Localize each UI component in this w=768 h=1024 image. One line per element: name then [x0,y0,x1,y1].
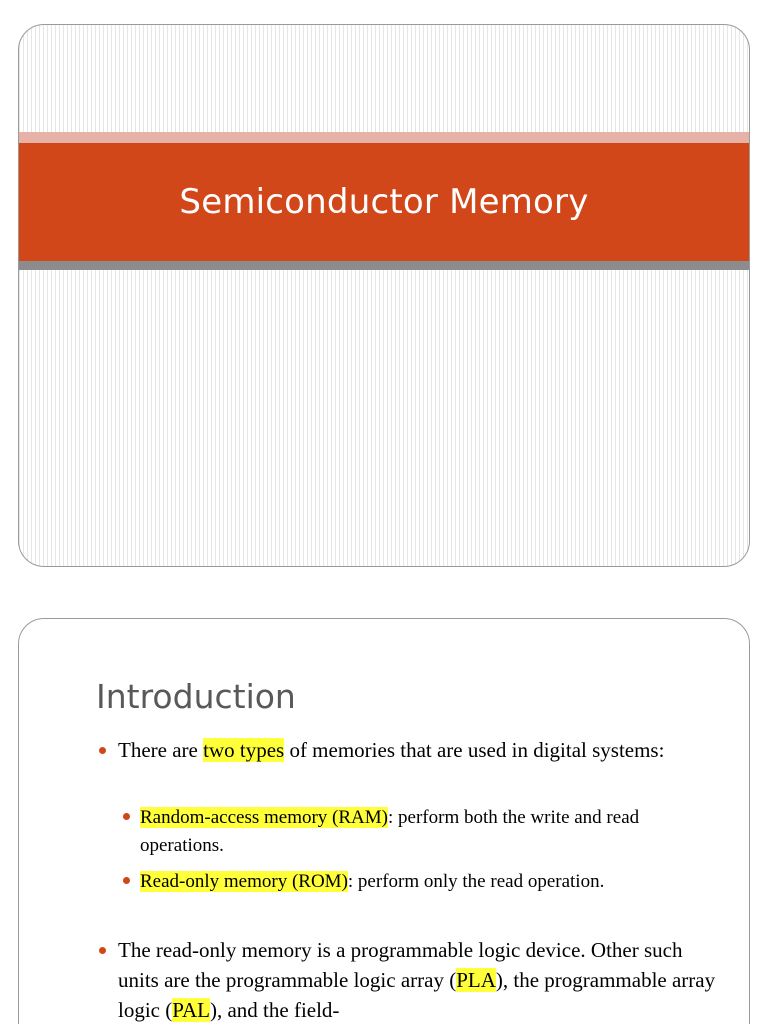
highlight-pal: PAL [172,998,210,1022]
highlight-rom: Read-only memory (ROM) [140,871,348,892]
bullet-text: There are [118,738,204,762]
bullet-text: of memories that are used in digital systems: [284,738,665,762]
bullet-text: ), and the field- [209,998,340,1022]
bullet-icon [99,947,106,954]
highlight-pla: PLA [456,968,496,992]
bullet-text: The read-only memory is a programmable logic device. Other such units are the programmable logic array ( [118,938,683,992]
title-slide [18,24,750,567]
bullet-two-types [118,735,718,765]
sub-bullet-text: : perform both the write and read operations. [140,807,640,856]
bullet-read-only-memory [118,935,718,1024]
bullet-text: ), the programmable array logic ( [118,968,716,1022]
introduction-slide [18,618,750,1024]
title-band [19,143,749,261]
slide-title: Semiconductor Memory [179,182,589,222]
sub-bullet-rom [140,868,720,896]
slide-heading: Introduction [96,677,296,716]
sub-bullet-ram [140,804,720,860]
sub-bullet-icon [123,877,130,884]
highlight-two-types: two types [203,738,285,762]
highlight-ram: Random-access memory (RAM) [140,807,388,828]
sub-bullet-icon [123,813,130,820]
title-band-bottom [19,261,749,270]
bullet-icon [99,747,106,754]
title-band-top [19,132,749,143]
sub-bullet-text: : perform only the read operation. [347,871,605,892]
